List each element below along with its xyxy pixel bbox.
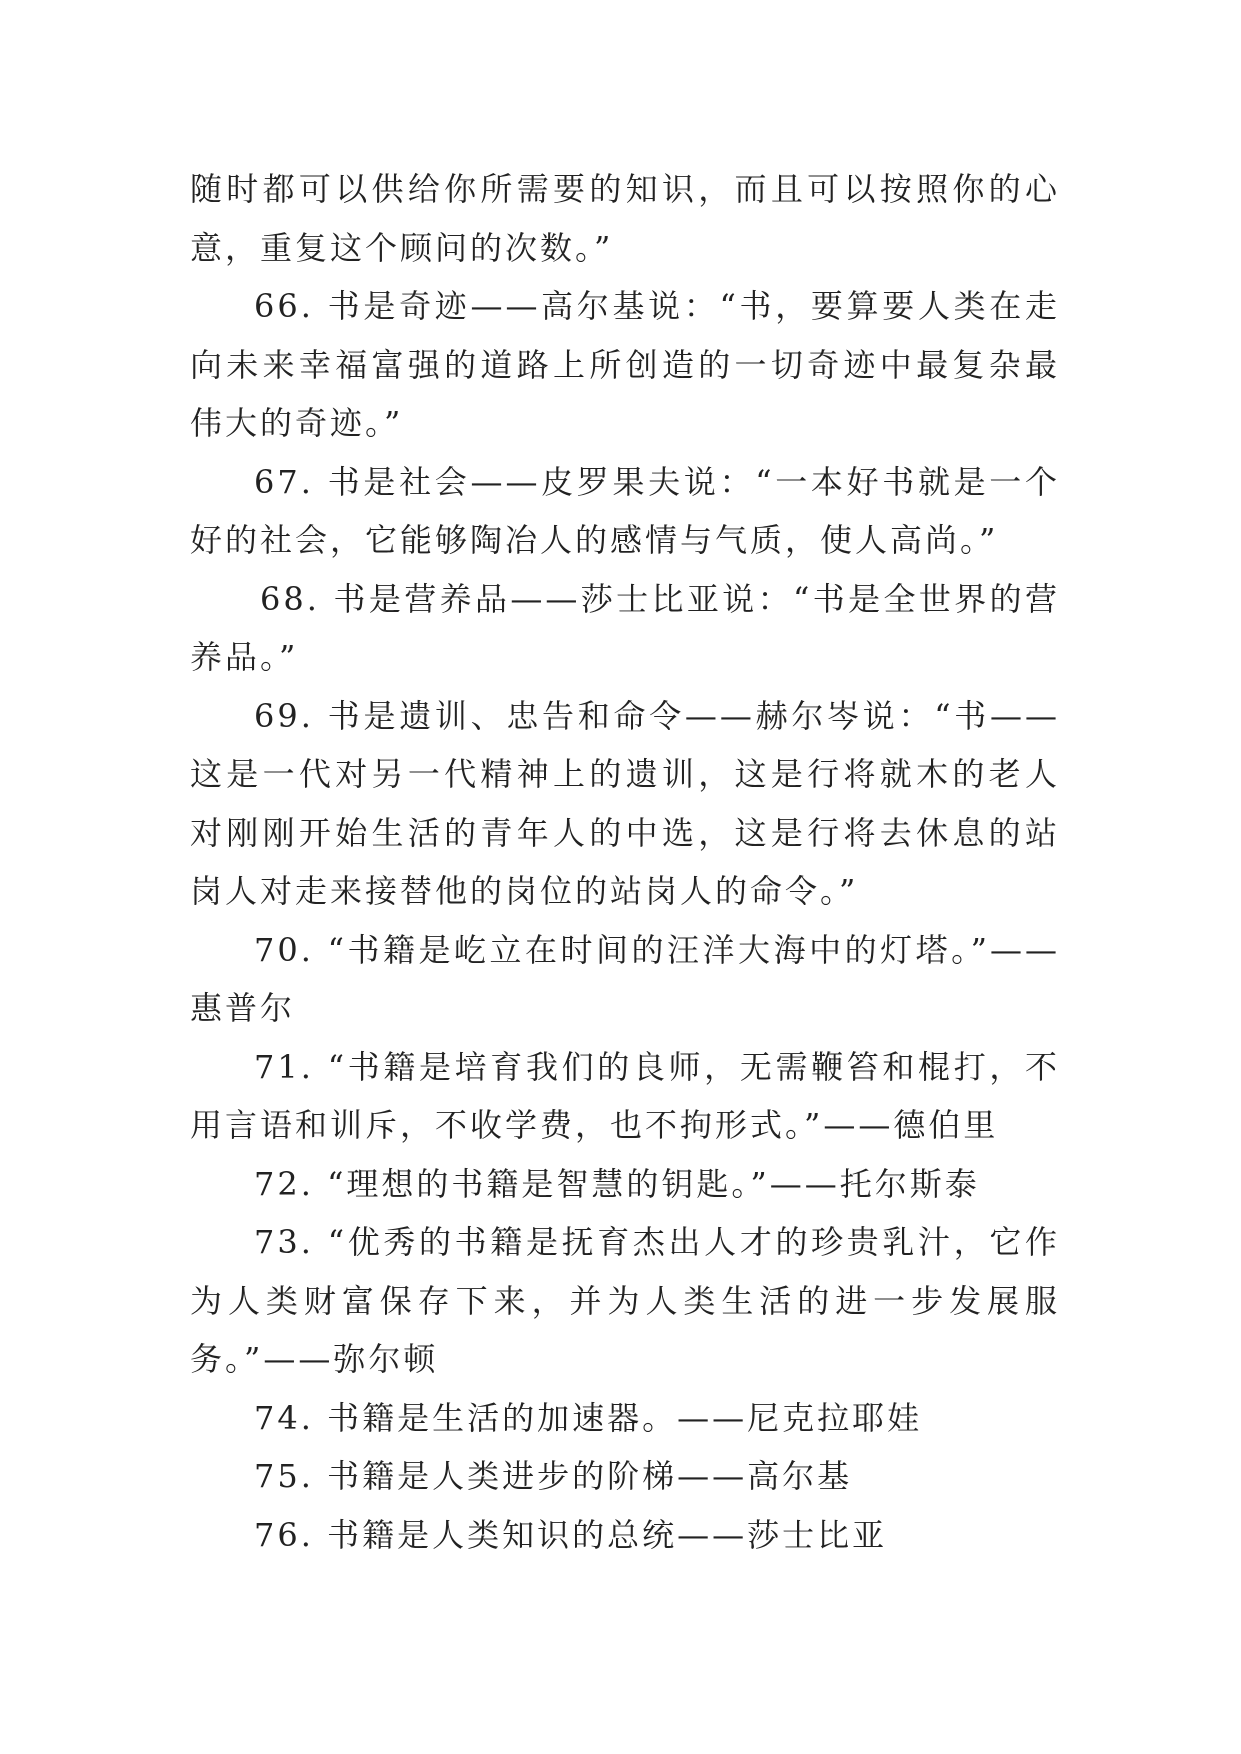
paragraph-66: 66. 书是奇迹——高尔基说：“书，要算要人类在走向未来幸福富强的道路上所创造的一切奇迹中最复杂最伟大的奇迹。” bbox=[190, 287, 1060, 442]
paragraph-69: 69. 书是遗训、忠告和命令——赫尔岑说：“书——这是一代对另一代精神上的遗训，这是行将就木的老人对刚刚开始生活的青年人的中选，这是行将去休息的站岗人对走来接替他的岗位的站岗人的命令。” bbox=[190, 696, 1060, 910]
paragraph-72: 72. “理想的书籍是智慧的钥匙。”——托尔斯泰 bbox=[254, 1164, 980, 1203]
paragraph-continued: 随时都可以供给你所需要的知识，而且可以按照你的心意，重复这个顾问的次数。” bbox=[190, 170, 1060, 267]
paragraph-68: 68. 书是营养品——莎士比亚说：“书是全世界的营养品。” bbox=[190, 579, 1060, 676]
paragraph-76: 76. 书籍是人类知识的总统——莎士比亚 bbox=[254, 1515, 888, 1554]
paragraph-71: 71. “书籍是培育我们的良师，无需鞭笞和棍打，不用言语和训斥，不收学费，也不拘形式。”——德伯里 bbox=[190, 1047, 1060, 1144]
paragraph-70: 70. “书籍是屹立在时间的汪洋大海中的灯塔。”——惠普尔 bbox=[190, 930, 1060, 1027]
paragraph-75: 75. 书籍是人类进步的阶梯——高尔基 bbox=[254, 1457, 853, 1495]
paragraph-74: 74. 书籍是生活的加速器。——尼克拉耶娃 bbox=[254, 1398, 923, 1437]
document-body bbox=[190, 160, 1060, 1564]
paragraph-73: 73. “优秀的书籍是抚育杰出人才的珍贵乳汁，它作为人类财富保存下来，并为人类生活的进一步发展服务。”——弥尔顿 bbox=[190, 1223, 1060, 1378]
paragraph-67: 67. 书是社会——皮罗果夫说：“一本好书就是一个好的社会，它能够陶冶人的感情与气质，使人高尚。” bbox=[190, 462, 1060, 559]
